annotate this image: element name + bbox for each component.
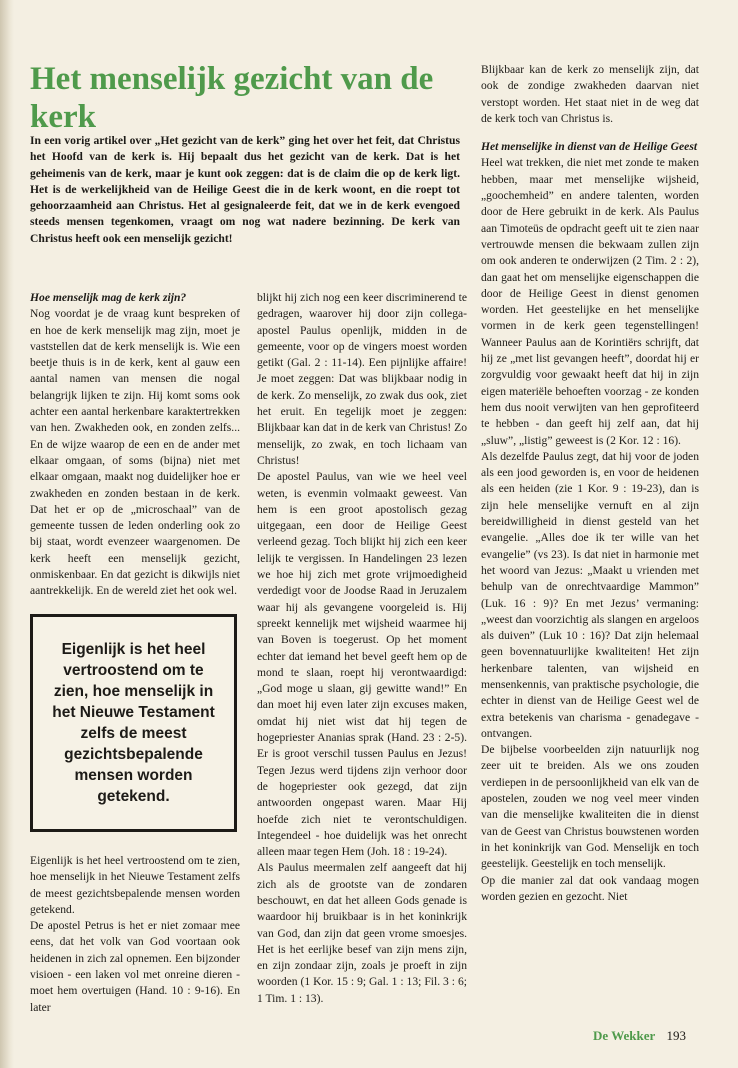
column-3-paragraph-2: Heel wat trekken, die niet met zonde te maken hebben, maar met menselijke wijsheid, „goochemheid” en andere talenten, worden door de Here gebruikt in de kerk. Als Paulus aan Timoteüs de opdracht geeft uit te zien naar vertrouwde mensen die bekwaam zullen zijn om ook anderen te onderwijzen (2 Tim. 2 : 2), dan gaat het om menselijke eigenschappen die door de Heilige Geest in dienst genomen worden. Het geestelijke en het menselijke vormen in de kerk geen tegenstellingen! Wanneer Paulus aan de Korintiërs schrijft, dat hij ze „met list gevangen heeft”, doordat hij er zorgvuldig voor gewaakt heeft dat hij in zijn eigen materiële behoeften voorzag - ze konden hem dus nooit verwijten van hen geprofiteerd te hebben - dan geeft hij zelf aan, dat hij „sluw”, „listig” geweest is (2 Kor. 12 : 16). xyxy=(481,156,699,447)
column-1 xyxy=(30,290,240,600)
column-1-lower-paragraph-2: De apostel Petrus is het er niet zomaar mee eens, dat het volk van God voortaan ook heidenen in zich zal opnemen. Een bijzonder visioen - een laken vol met onreine dieren - moet hem overtuigen (Hand. 10 : 9-16). En later xyxy=(30,919,240,1014)
column-1-lower xyxy=(30,853,240,1016)
column-3-paragraph-5: Op die manier zal dat ook vandaag mogen worden gezien en gezocht. Niet xyxy=(481,873,699,903)
article-title: Het menselijk gezicht van de kerk xyxy=(30,61,434,135)
page-footer xyxy=(593,1028,686,1044)
page-number: 193 xyxy=(666,1028,686,1043)
column-2-paragraph-1: blijkt hij zich nog een keer discriminerend te gedragen, waarover hij door zijn collega-apostel Paulus openlijk, midden in de gemeente, voor op de vingers moest worden getikt (Gal. 2 : 11-14). Een pijnlijke affaire! Je moet zeggen: Dat was blijkbaar nodig in de kerk. Zo menselijk, zo zwak dus ook, ziet het eruit. En tegelijk moet je zeggen: Blijkbaar kan dat in de kerk van Christus! Zo menselijk, zo zwak, en toch lichaam van Christus! xyxy=(257,291,467,467)
column-3-paragraph-1: Blijkbaar kan de kerk zo menselijk zijn, dat ook de zondige zwakheden daarvan niet verstopt worden. Het staat niet in de weg dat de kerk toch van Christus is. xyxy=(481,63,699,125)
column-2 xyxy=(257,290,467,1007)
pull-quote-text: Eigenlijk is het heel vertroostend om te zien, hoe menselijk in het Nieuwe Testament zelfs de meest gezichtsbepalende mensen worden getekend. xyxy=(52,641,215,805)
column-2-paragraph-3: Als Paulus meermalen zelf aangeeft dat hij zich als de grootste van de zondaren beschouwt, en dat het alleen Gods genade is waardoor hij bruikbaar is in het koninkrijk van God, dan zijn dat geen vrome smoesjes. Het is het eerlijke besef van zijn mens zijn, en zijn zondaar zijn, zoals je proeft in zijn woorden (1 Kor. 15 : 9; Gal. 1 : 13; Fil. 3 : 6; 1 Tim. 1 : 13). xyxy=(257,861,467,1005)
magazine-name: De Wekker xyxy=(593,1028,656,1043)
column-3-paragraph-4: De bijbelse voorbeelden zijn natuurlijk nog zeer uit te breiden. Als we ons zouden verdiepen in de persoonlijkheid van elk van de apostelen, zouden we nog veel meer vinden van die menselijke kwaliteiten die in dienst van de Geest van Christus bouwstenen worden in het koninkrijk van God. Menselijk en toch geestelijk. Geestelijk en toch menselijk. xyxy=(481,743,699,871)
column-3-paragraph-3: Als dezelfde Paulus zegt, dat hij voor de joden als een jood geworden is, en voor de heidenen als een heiden (zie 1 Kor. 9 : 19-23), dan is zijn hele menselijke vernuft en al zijn bereidwilligheid in dienst gesteld van het evangelie. „Alles doe ik ter wille van het evangelie” (vs 23). Is dat niet in harmonie met het woord van Jezus: „Maakt u vrienden met behulp van de onrechtvaardige Mammon” (Luk. 16 : 9)? En met Jezus’ vermaning: „weest dan voorzichtig als slangen en argeloos als duiven” (Luk 10 : 16)? Dat zijn helemaal geen bovennatuurlijke kwaliteiten! Het zijn herkenbare talenten, van wijsheid en mensenkennis, van praktische psychologie, die echter in dienst van de Heilige Geest wel de extra betekenis van charisma - genadegave - ontvangen. xyxy=(481,449,699,740)
column-2-paragraph-2: De apostel Paulus, van wie we heel veel weten, is evenmin volmaakt geweest. Van hem is een groot apostolisch gezag uitgegaan, een door de Heilige Geest verleend gezag. Toch blijkt hij zich een keer lelijk te vergissen. In Handelingen 23 lezen we hoe hij zich met grote vrijmoedigheid verdedigt voor de Joodse Raad in Jeruzalem waar hij als gevangene voorgeleid is. Hij spreekt kennelijk met wijsheid waarmee hij van Boven is toegerust. Op het moment echter dat iemand het bevel geeft hem op de mond te slaan, roept hij verontwaardigd: „God moge u slaan, gij gewitte wand!” En dan moet hij even later zijn excuses maken, omdat hij niet wist dat hij tegen de hogepriester Ananias sprak (Hand. 23 : 2-5). Er is groot verschil tussen Paulus en Jezus! Tegen Jezus werd tijdens zijn verhoor door de hogepriester ook gezegd, dat zijn antwoorden ongepast waren. Maar Hij hoefde zich niet te verontschuldigen. Integendeel - hoe duidelijk was het onrecht alleen maar tegen Hem (Joh. 18 : 19-24). xyxy=(257,470,467,859)
page-spine-shadow xyxy=(0,0,14,1068)
pull-quote-box xyxy=(30,614,237,832)
article-intro: In een vorig artikel over „Het gezicht van de kerk” ging het over het feit, dat Christus het Hoofd van de kerk is. Hij bepaalt dus het gezicht van de kerk. Dat is het geheimenis van de kerk, maar je kunt ook zeggen: dat is de claim die op de kerk ligt. Het is de werkelijkheid van de Heilige Geest die in de kerk woont, en die roept tot gehoorzaamheid aan Christus. Het al gesignaleerde feit, dat we in de kerk evengoed steeds mensen tegenkomen, vraagt om nog wat nadere bezinning. De kerk van Christus heeft ook een menselijk gezicht! xyxy=(30,134,460,245)
column-1-paragraph: Nog voordat je de vraag kunt bespreken of en hoe de kerk menselijk mag zijn, moet je vaststellen dat de kerk menselijk is. Wie een beetje thuis is in de kerk, kent al gauw een aantal namen van mensen die nogal belangrijk lijken te zijn. Hij komt soms ook achter een aantal herkenbare karaktertrekken van hen. Zwakheden ook, en zonden zelfs... En de wijze waarop de een en de ander met elkaar omgaan, of soms (bijna) niet met elkaar omgaan, maakt nog duidelijker hoe er zwakheden en zonden bestaan in de kerk. Dat het er op de „microschaal” van de gemeente tussen de leden onderling ook zo bij staat, wordt evenzeer waargenomen. De kerk heeft een menselijk gezicht, onmiskenbaar. En dat gezicht is dikwijls niet aantrekkelijk. En de wereld ziet het ook wel. xyxy=(30,307,240,598)
column-1-lower-paragraph-1: Eigenlijk is het heel vertroostend om te zien, hoe menselijk in het Nieuwe Testament zelfs de meest gezichtsbepalende mensen worden getekend. xyxy=(30,854,240,916)
column-3 xyxy=(481,62,699,905)
section-heading-1: Hoe menselijk mag de kerk zijn? xyxy=(30,291,187,304)
section-heading-2: Het menselijke in dienst van de Heilige Geest xyxy=(481,140,698,154)
